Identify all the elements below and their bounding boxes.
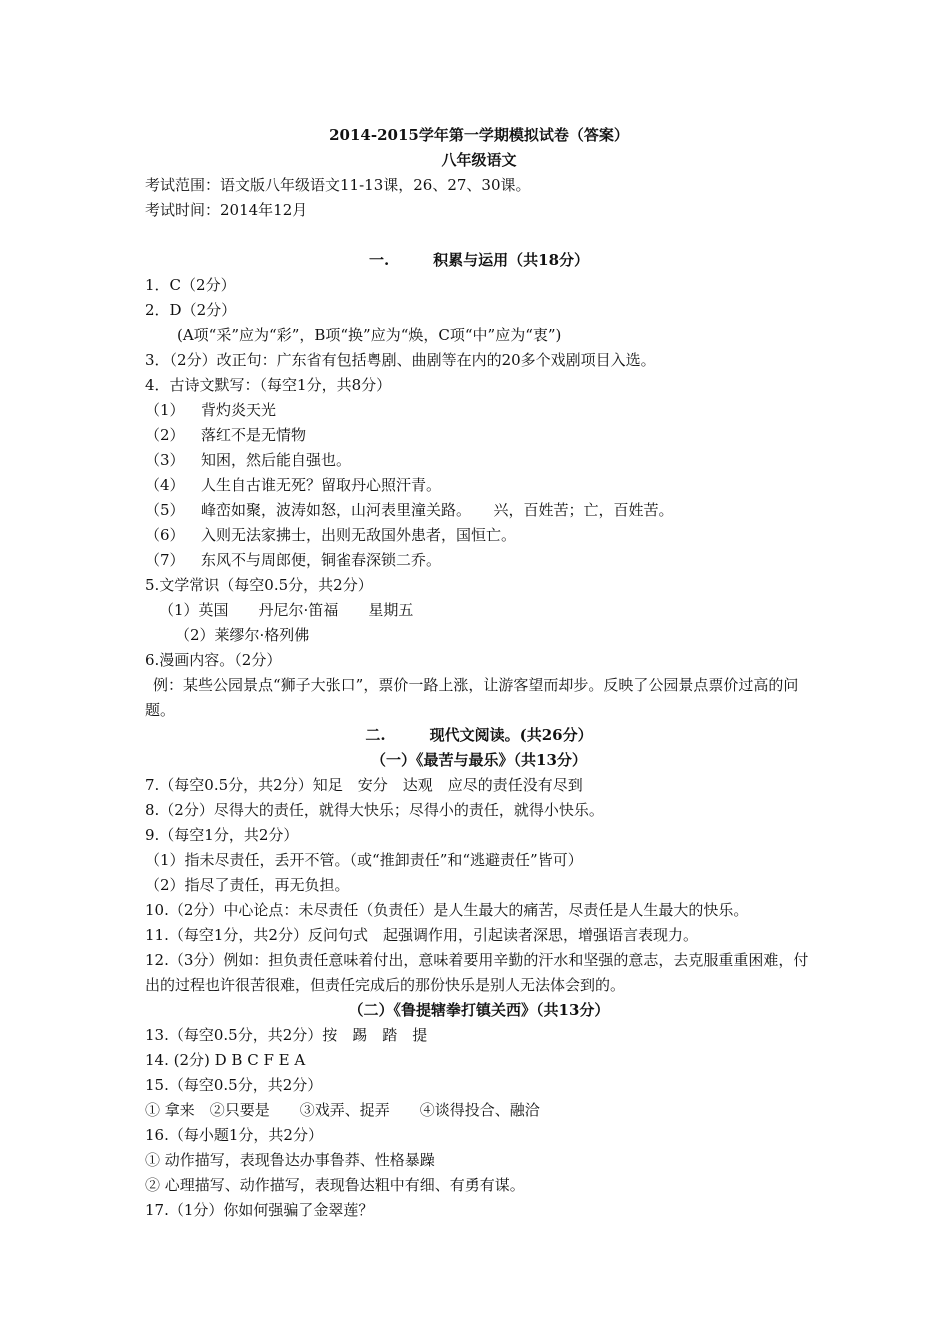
- answer-q10: 10.（2分）中心论点：未尽责任（负责任）是人生最大的痛苦，尽责任是人生最大的快乐。: [145, 901, 749, 919]
- answer-q16: 16.（每小题1分，共2分）: [145, 1126, 323, 1144]
- answer-q17: 17.（1分）你如何强骗了金翠莲？: [145, 1201, 374, 1219]
- poem-text: 峰峦如聚，波涛如怒，山河表里潼关路。 兴，百姓苦；亡，百姓苦。: [201, 501, 674, 519]
- exam-scope: 考试范围：语文版八年级语文11-13课，26、27、30课。: [145, 176, 531, 194]
- poem-text: 知困，然后能自强也。: [201, 451, 352, 469]
- answer-q13: 13.（每空0.5分，共2分）按 踢 踏 提: [145, 1026, 428, 1044]
- answer-q6-example-text: 例：某些公园景点“狮子大张口”，票价一路上涨，让游客望而却步。反映了公园景点票价过高的问题。: [145, 676, 799, 719]
- poem-text: 东风不与周郎便，铜雀春深锁二乔。: [201, 551, 442, 569]
- answer-q12: 12.（3分）例如：担负责任意味着付出，意味着要用辛勤的汗水和坚强的意志，去克服重重困难，付出的过程也许很苦很难，但责任完成后的那份快乐是别人无法体会到的。: [145, 951, 809, 994]
- poem-text: 人生自古谁无死？留取丹心照汗青。: [201, 476, 442, 494]
- answer-q7: 7.（每空0.5分，共2分）知足 安分 达观 应尽的责任没有尽到: [145, 776, 583, 794]
- answer-q15-answers: ① 拿来 ②只要是 ③戏弄、捉弄 ④谈得投合、融洽: [145, 1101, 540, 1119]
- answer-q8: 8.（2分）尽得大的责任，就得大快乐；尽得小的责任，就得小快乐。: [145, 801, 604, 819]
- section-1-title: 积累与运用（共18分）: [433, 251, 590, 269]
- poem-answer: [145, 448, 813, 473]
- poem-number: （7）: [145, 551, 185, 569]
- poem-answer: [145, 423, 813, 448]
- answer-q3: 3．（2分）改正句：广东省有包括粤剧、曲剧等在内的20多个戏剧项目入选。: [145, 351, 656, 369]
- answer-q2-note: (A项“采”应为“彩”，B项“换”应为“焕，C项“中”应为“衷”): [177, 326, 562, 344]
- answer-q15: 15.（每空0.5分，共2分）: [145, 1076, 323, 1094]
- answer-q5-1: （1）英国 丹尼尔·笛福 星期五: [159, 601, 414, 619]
- answer-q11: 11.（每空1分，共2分）反问句式 起强调作用，引起读者深思，增强语言表现力。: [145, 926, 698, 944]
- document-title: 2014-2015学年第一学期模拟试卷（答案）: [329, 126, 629, 144]
- exam-time: 考试时间：2014年12月: [145, 201, 308, 219]
- answer-q6: 6.漫画内容。（2分）: [145, 651, 282, 669]
- section-1-heading: [145, 248, 813, 273]
- answer-q4: 4．古诗文默写：（每空1分，共8分）: [145, 376, 392, 394]
- poem-answer: [145, 498, 813, 523]
- answer-q5-2: （2）莱缪尔·格列佛: [175, 626, 310, 644]
- poem-answer: [145, 548, 813, 573]
- answer-sheet-page: [145, 123, 813, 1223]
- answer-q6-example: [145, 673, 813, 723]
- answer-q16-2: ② 心理描写、动作描写，表现鲁达粗中有细、有勇有谋。: [145, 1176, 525, 1194]
- poem-number: （6）: [145, 526, 185, 544]
- section-2-number: 二.: [365, 726, 386, 744]
- answer-q16-1: ① 动作描写，表现鲁达办事鲁莽、性格暴躁: [145, 1151, 435, 1169]
- part-2-title: （二）《鲁提辖拳打镇关西》（共13分）: [348, 1001, 610, 1019]
- section-2-title: 现代文阅读。(共26分）: [429, 726, 593, 744]
- section-1-number: 一.: [368, 251, 390, 269]
- answer-q9-2: （2）指尽了责任，再无负担。: [145, 876, 350, 894]
- part-1-title: （一）《最苦与最乐》（共13分）: [371, 751, 587, 769]
- section-2-heading: [145, 723, 813, 748]
- spacer: [145, 223, 813, 248]
- answer-q5: 5.文学常识（每空0.5分，共2分）: [145, 576, 373, 594]
- poem-number: （1）: [145, 401, 185, 419]
- poem-text: 背灼炎天光: [201, 401, 277, 419]
- answer-q9-1: （1）指未尽责任，丢开不管。（或“推卸责任”和“逃避责任”皆可）: [145, 851, 583, 869]
- answer-q2: 2．D（2分）: [145, 301, 237, 319]
- poem-answer: [145, 398, 813, 423]
- poem-number: （5）: [145, 501, 185, 519]
- document-subtitle: 八年级语文: [441, 151, 517, 169]
- poem-number: （4）: [145, 476, 185, 494]
- answer-q14: 14. (2分) D B C F E A: [145, 1051, 306, 1069]
- poem-number: （2）: [145, 426, 185, 444]
- poem-text: 落红不是无情物: [201, 426, 307, 444]
- answer-q9: 9.（每空1分，共2分）: [145, 826, 299, 844]
- answer-q1: 1．C（2分）: [145, 276, 236, 294]
- poem-text: 入则无法家拂士，出则无敌国外患者，国恒亡。: [201, 526, 517, 544]
- poem-number: （3）: [145, 451, 185, 469]
- poem-answer: [145, 473, 813, 498]
- poem-answer-list: [145, 398, 813, 573]
- poem-answer: [145, 523, 813, 548]
